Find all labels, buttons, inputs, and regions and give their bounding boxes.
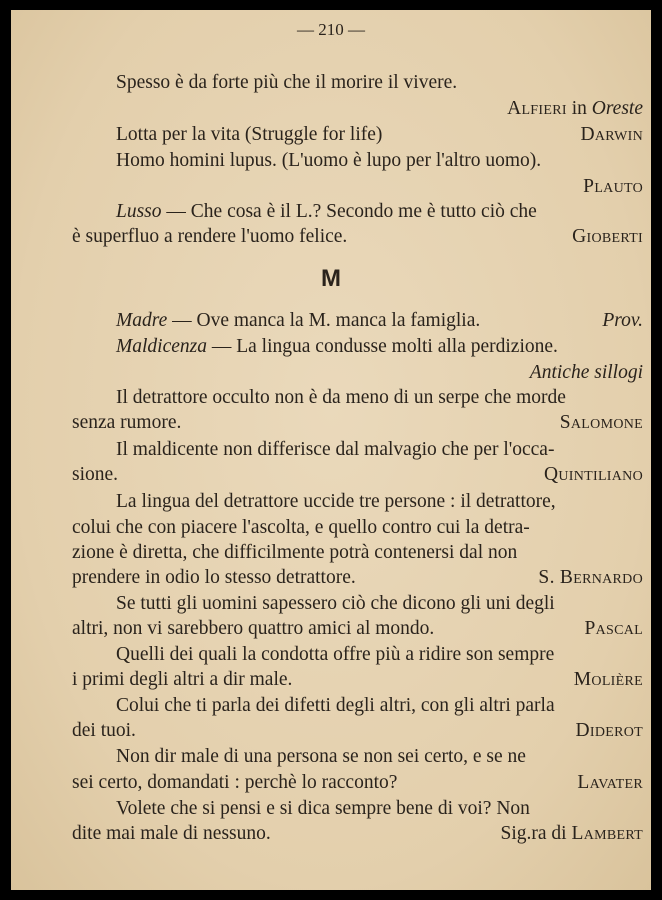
author-surname: Lambert [571, 823, 643, 844]
quote-text: sione. [72, 464, 119, 485]
attribution-line [72, 175, 643, 199]
author-name: Prov. [602, 310, 643, 331]
quote-text: — La lingua condusse molti alla perdizione. [206, 336, 558, 357]
connector-text: in [566, 98, 592, 119]
book-page [11, 10, 651, 890]
quote-text: è superfluo a rendere l'uomo felice. [72, 226, 348, 247]
quote-text: senza rumore. [72, 412, 182, 433]
attribution-line [72, 97, 643, 121]
entry-heading-line [116, 200, 643, 224]
text-line [72, 719, 643, 743]
text-line [72, 463, 643, 487]
text-line [72, 411, 643, 435]
author-name: Diderot [575, 720, 643, 741]
author-name: Pascal [584, 618, 643, 639]
quote-text: — Che cosa è il L.? Secondo me è tutto ciò che [161, 201, 537, 222]
author-name: Antiche sillogi [529, 362, 643, 383]
author-name: Quintiliano [543, 464, 643, 485]
work-title: Oreste [591, 98, 643, 119]
author-name: Lavater [577, 772, 643, 793]
author-name: S. Bernardo [538, 567, 643, 588]
page-number: — 210 — [297, 20, 365, 39]
text-line: Volete che si pensi e si dica sempre bene di voi? Non [116, 798, 530, 819]
attribution-line [72, 361, 643, 385]
text-line [72, 566, 643, 590]
quote-text: altri, non vi sarebbero quattro amici al mondo. [72, 618, 435, 639]
entry-heading-line [116, 335, 643, 359]
text-line: Se tutti gli uomini sapessero ciò che dicono gli uni degli [116, 593, 555, 614]
entry-keyword: Lusso [116, 201, 162, 222]
author-name: Darwin [580, 124, 643, 145]
author-name: Gioberti [572, 226, 643, 247]
text-line: zione è diretta, che difficilmente potrà contenersi dal non [72, 542, 518, 563]
text-line: Il detrattore occulto non è da meno di un serpe che morde [116, 387, 566, 408]
author-name: Alfieri [507, 98, 567, 119]
text-line [72, 771, 643, 795]
text-line [116, 123, 643, 147]
author-name: Plauto [583, 176, 643, 197]
author-prefix: Sig.ra di [500, 823, 572, 844]
text-line [72, 225, 643, 249]
text-line: Il maldicente non differisce dal malvagio che per l'occa- [116, 439, 555, 460]
text-line: Spesso è da forte più che il morire il vivere. [116, 72, 458, 93]
entry-content [116, 309, 480, 333]
entry-heading-line [116, 309, 643, 333]
text-line: Quelli dei quali la condotta offre più a ridire son sempre [116, 644, 555, 665]
quote-text: Lotta per la vita (Struggle for life) [116, 124, 383, 145]
text-line: colui che con piacere l'ascolta, e quello contro cui la detra- [72, 517, 530, 538]
quote-text: sei certo, domandati : perchè lo racconto? [72, 772, 398, 793]
quote-text: — Ove manca la M. manca la famiglia. [167, 310, 481, 331]
text-line: Non dir male di una persona se non sei certo, e se ne [116, 746, 526, 767]
entry-keyword: Madre [116, 310, 168, 331]
entry-keyword: Maldicenza [116, 336, 207, 357]
text-line: Homo homini lupus. (L'uomo è lupo per l'altro uomo). [116, 150, 542, 171]
author-name: Molière [573, 669, 643, 690]
quote-text: prendere in odio lo stesso detrattore. [72, 567, 356, 588]
text-line: Colui che ti parla dei difetti degli altri, con gli altri parla [116, 695, 555, 716]
author-name [501, 822, 643, 846]
text-line [72, 668, 643, 692]
quote-text: i primi degli altri a dir male. [72, 669, 293, 690]
author-name: Salomone [559, 412, 643, 433]
text-line: La lingua del detrattore uccide tre persone : il detrattore, [116, 491, 556, 512]
section-letter: M [321, 265, 341, 292]
text-line [72, 822, 643, 846]
quote-text: dite mai male di nessuno. [72, 823, 271, 844]
text-line [72, 617, 643, 641]
quote-text: dei tuoi. [72, 720, 136, 741]
